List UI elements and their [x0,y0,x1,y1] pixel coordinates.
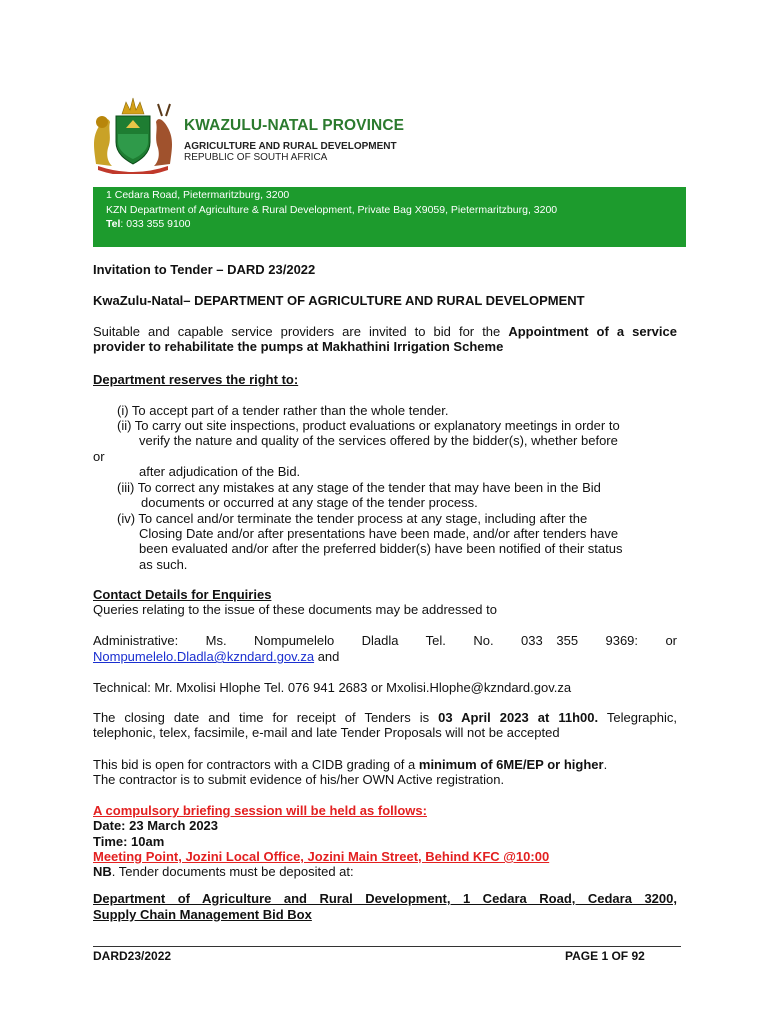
telephone-line [106,218,190,230]
cidb-line-2: The contractor is to submit evidence of his/her OWN Active registration. [93,772,505,787]
right-item-iv-cont-1: Closing Date and/or after presentations have been made, and/or after tenders have [139,526,619,541]
right-item-iii-cont: documents or occurred at any stage of the tender process. [141,495,478,510]
republic-label: REPUBLIC OF SOUTH AFRICA [184,152,328,163]
admin-email-line [93,649,339,665]
cidb-plain: This bid is open for contractors with a CIDB grading of a [93,757,419,772]
right-item-ii-cont: verify the nature and quality of the services offered by the bidder(s), whether before [139,433,618,448]
closing-line-2: telephonic, telex, facsimile, e-mail and late Tender Proposals will not be accepted [93,725,560,740]
intro-plain: Suitable and capable service providers are invited to bid for the [93,324,509,339]
technical-contact: Technical: Mr. Mxolisi Hlophe Tel. 076 941 2683 or Mxolisi.Hlophe@kzndard.gov.za [93,680,572,695]
briefing-time: Time: 10am [93,834,165,849]
cidb-line-1 [93,757,607,773]
closing-date: 03 April 2023 at 11h00. [438,710,599,725]
nb-label: NB [93,864,112,879]
tel-value: : 033 355 9100 [120,218,191,230]
intro-line-1 [93,324,677,340]
closing-plain-1: The closing date and time for receipt of Tenders is [93,710,439,725]
right-item-ii: (ii) To carry out site inspections, product evaluations or explanatory meetings in order to [117,418,620,433]
nb-text: . Tender documents must be deposited at: [111,864,354,879]
administrative-contact: Administrative: Ms. Nompumelelo Dladla Tel. No. 033 355 9369: or [93,633,677,648]
right-item-iv: (iv) To cancel and/or terminate the tender process at any stage, including after the [117,511,588,526]
closing-line-1 [93,710,677,726]
footer-reference: DARD23/2022 [93,949,172,963]
page-number: PAGE 1 OF 92 [565,949,645,963]
intro-bold-1: Appointment of a service [508,324,677,339]
coat-of-arms-icon [88,94,178,174]
admin-email-link[interactable]: Nompumelelo.Dladla@kzndard.gov.za [93,649,315,664]
contact-heading: Contact Details for Enquiries [93,587,272,602]
tel-label: Tel [106,218,121,230]
address-line-2: KZN Department of Agriculture & Rural Development, Private Bag X9059, Pietermaritzburg, 3200 [106,204,558,216]
province-title: KWAZULU-NATAL PROVINCE [184,117,405,134]
cidb-grading: minimum of 6ME/EP or higher [418,757,604,772]
contact-intro: Queries relating to the issue of these documents may be addressed to [93,602,497,617]
right-item-ii-end: after adjudication of the Bid. [139,464,301,479]
briefing-date: Date: 23 March 2023 [93,818,219,833]
briefing-heading: A compulsory briefing session will be held as follows: [93,803,427,818]
briefing-meeting-point: Meeting Point, Jozini Local Office, Jozini Main Street, Behind KFC @10:00 [93,849,550,864]
department-name: AGRICULTURE AND RURAL DEVELOPMENT [184,141,397,152]
right-item-i: (i) To accept part of a tender rather than the whole tender. [117,403,449,418]
right-item-iv-cont-3: as such. [139,557,188,572]
nb-note [93,864,354,880]
cidb-end: . [603,757,608,772]
closing-plain-2: Telegraphic, [598,710,677,725]
deposit-line-2: Supply Chain Management Bid Box [93,907,312,922]
admin-and: and [314,649,340,664]
right-item-ii-or: or [93,449,105,464]
right-item-iv-cont-2: been evaluated and/or after the preferred bidder(s) have been notified of their status [139,541,623,556]
footer-divider [93,946,681,947]
reserves-heading: Department reserves the right to: [93,372,299,387]
intro-bold-2: provider to rehabilitate the pumps at Makhathini Irrigation Scheme [93,339,504,354]
deposit-line-1: Department of Agriculture and Rural Development, 1 Cedara Road, Cedara 3200, [93,891,677,906]
right-item-iii: (iii) To correct any mistakes at any stage of the tender that may have been in the Bid [117,480,601,495]
address-line-1: 1 Cedara Road, Pietermaritzburg, 3200 [106,189,290,201]
invitation-title: Invitation to Tender – DARD 23/2022 [93,262,316,277]
department-heading: KwaZulu-Natal– DEPARTMENT OF AGRICULTURE AND RURAL DEVELOPMENT [93,293,585,308]
